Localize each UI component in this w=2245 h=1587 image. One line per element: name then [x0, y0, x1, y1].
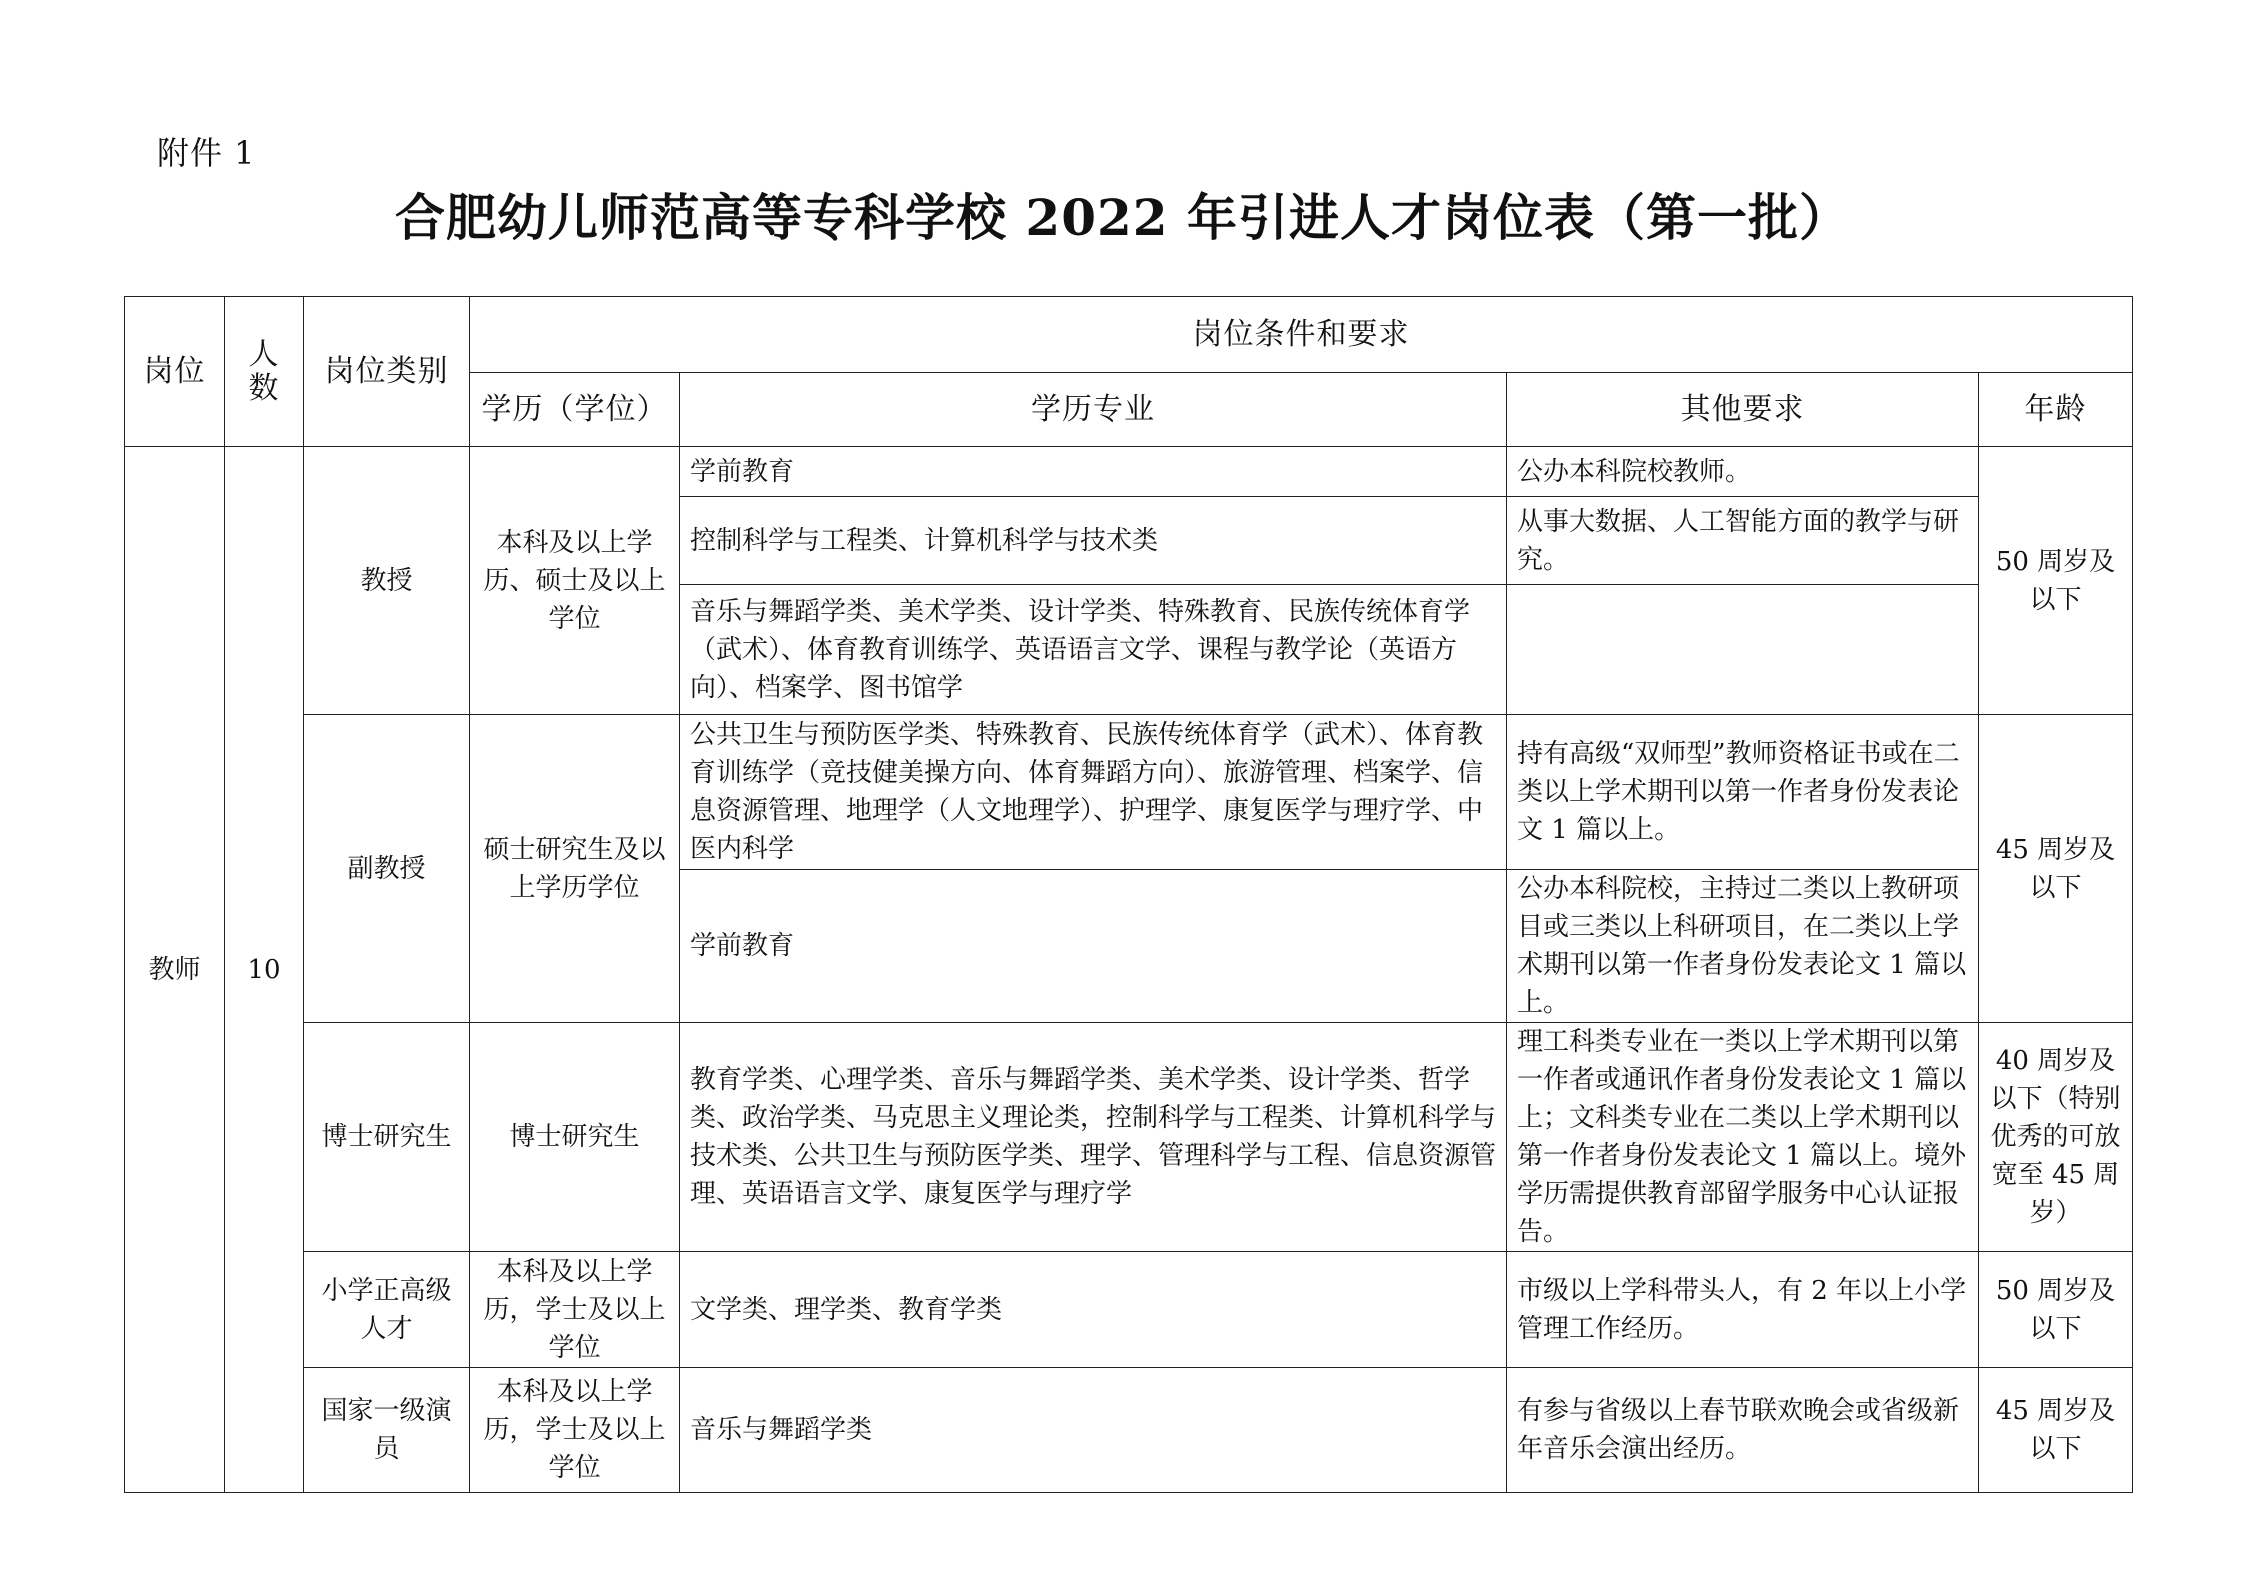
major-cell: 公共卫生与预防医学类、特殊教育、民族传统体育学（武术）、体育教育训练学（竞技健美操方向、体育舞蹈方向）、旅游管理、档案学、信息资源管理、地理学（人文地理学）、护理学、康复医学与理疗学、中医内科学 [680, 715, 1507, 870]
category-cell: 博士研究生 [304, 1023, 470, 1252]
category-cell: 教授 [304, 447, 470, 715]
header-major: 学历专业 [680, 373, 1507, 447]
education-cell: 本科及以上学历、硕士及以上学位 [470, 447, 680, 715]
education-cell: 硕士研究生及以上学历学位 [470, 715, 680, 1023]
other-cell: 公办本科院校教师。 [1507, 447, 1979, 497]
header-category: 岗位类别 [304, 297, 470, 447]
major-cell: 控制科学与工程类、计算机科学与技术类 [680, 497, 1507, 585]
major-cell: 音乐与舞蹈学类 [680, 1368, 1507, 1493]
other-cell: 公办本科院校，主持过二类以上教研项目或三类以上科研项目，在二类以上学术期刊以第一作者身份发表论文 1 篇以上。 [1507, 870, 1979, 1023]
page-title: 合肥幼儿师范高等专科学校 2022 年引进人才岗位表（第一批） [395, 188, 1850, 247]
other-cell: 从事大数据、人工智能方面的教学与研究。 [1507, 497, 1979, 585]
category-cell: 小学正高级人才 [304, 1252, 470, 1368]
other-cell: 市级以上学科带头人，有 2 年以上小学管理工作经历。 [1507, 1252, 1979, 1368]
category-cell: 国家一级演员 [304, 1368, 470, 1493]
header-age: 年龄 [1979, 373, 2133, 447]
table-row [125, 715, 2133, 870]
positions-table [124, 296, 2133, 1493]
major-cell: 音乐与舞蹈学类、美术学类、设计学类、特殊教育、民族传统体育学（武术）、体育教育训练学、英语语言文学、课程与教学论（英语方向）、档案学、图书馆学 [680, 585, 1507, 715]
post-cell: 教师 [125, 447, 225, 1493]
header-education: 学历（学位） [470, 373, 680, 447]
category-cell: 副教授 [304, 715, 470, 1023]
header-row-1 [125, 297, 2133, 373]
major-cell: 文学类、理学类、教育学类 [680, 1252, 1507, 1368]
age-cell: 45 周岁及以下 [1979, 1368, 2133, 1493]
major-cell: 学前教育 [680, 870, 1507, 1023]
education-cell: 本科及以上学历，学士及以上学位 [470, 1368, 680, 1493]
age-cell: 45 周岁及以下 [1979, 715, 2133, 1023]
major-cell: 学前教育 [680, 447, 1507, 497]
header-count-text: 人数 [248, 336, 280, 406]
table-row [125, 1368, 2133, 1493]
education-cell: 本科及以上学历，学士及以上学位 [470, 1252, 680, 1368]
major-cell: 教育学类、心理学类、音乐与舞蹈学类、美术学类、设计学类、哲学类、政治学类、马克思主义理论类，控制科学与工程类、计算机科学与技术类、公共卫生与预防医学类、理学、管理科学与工程、信息资源管理、英语语言文学、康复医学与理疗学 [680, 1023, 1507, 1252]
attachment-label: 附件 1 [157, 134, 256, 172]
count-cell: 10 [225, 447, 304, 1493]
education-cell: 博士研究生 [470, 1023, 680, 1252]
table-row [125, 447, 2133, 497]
header-conditions: 岗位条件和要求 [470, 297, 2133, 373]
other-cell: 有参与省级以上春节联欢晚会或省级新年音乐会演出经历。 [1507, 1368, 1979, 1493]
table-row [125, 1023, 2133, 1252]
table-row [125, 1252, 2133, 1368]
age-cell: 50 周岁及以下 [1979, 447, 2133, 715]
header-post: 岗位 [125, 297, 225, 447]
other-cell [1507, 585, 1979, 715]
age-cell: 40 周岁及以下（特别优秀的可放宽至 45 周岁） [1979, 1023, 2133, 1252]
other-cell: 持有高级“双师型”教师资格证书或在二类以上学术期刊以第一作者身份发表论文 1 篇以上。 [1507, 715, 1979, 870]
header-other: 其他要求 [1507, 373, 1979, 447]
other-cell: 理工科类专业在一类以上学术期刊以第一作者或通讯作者身份发表论文 1 篇以上；文科类专业在二类以上学术期刊以第一作者身份发表论文 1 篇以上。境外学历需提供教育部留学服务中心认证报告。 [1507, 1023, 1979, 1252]
age-cell: 50 周岁及以下 [1979, 1252, 2133, 1368]
header-count [225, 297, 304, 447]
